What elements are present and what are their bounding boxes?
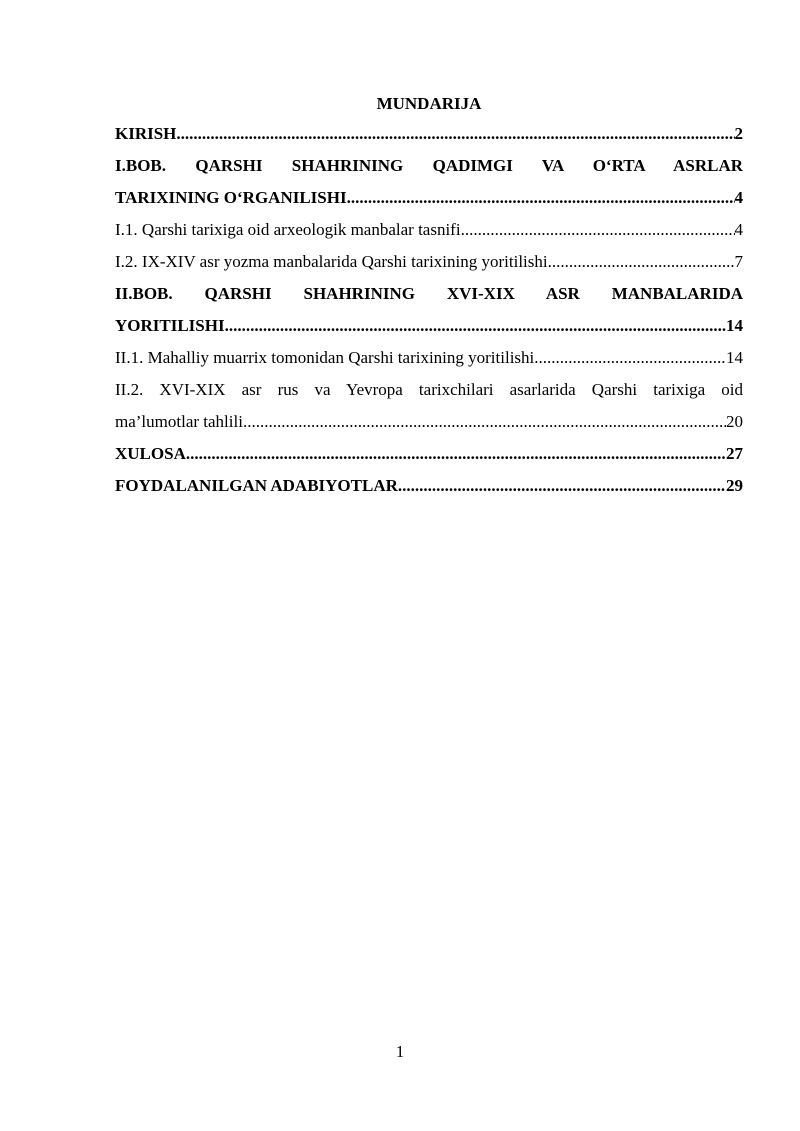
toc-entry-section-1-1 xyxy=(115,214,743,246)
toc-entry-section-1-2 xyxy=(115,246,743,278)
toc-entry-page: 29 xyxy=(726,476,743,495)
toc-entry-text: I.2. IX-XIV asr yozma manbalarida Qarshi tarixining yoritilishi xyxy=(115,252,548,271)
toc-entry-page: 27 xyxy=(726,444,743,463)
toc-entry-text: YORITILISHI xyxy=(115,316,225,335)
toc-entry-text: TARIXINING O‘RGANILISHI xyxy=(115,188,347,207)
toc-entry-bibliography xyxy=(115,470,743,502)
toc-title: MUNDARIJA xyxy=(376,94,482,113)
toc-leader-dots xyxy=(347,182,735,214)
toc-leader-dots xyxy=(243,406,726,438)
toc-entry-kirish xyxy=(115,118,743,150)
toc-entry-page: 14 xyxy=(726,316,743,335)
toc-entry-chapter2-line1: II.BOB. QARSHI SHAHRINING XVI-XIX ASR MANBALARIDA xyxy=(115,284,743,303)
toc-entry-page: 14 xyxy=(726,348,743,367)
toc-entry-page: 2 xyxy=(734,124,743,143)
page-number: 1 xyxy=(395,1042,405,1061)
toc-leader-dots xyxy=(548,246,735,278)
toc-entry-text: I.1. Qarshi tarixiga oid arxeologik manbalar tasnifi xyxy=(115,220,461,239)
toc-entry-section-2-2-line2 xyxy=(115,406,743,438)
toc-entry-chapter2-line2 xyxy=(115,310,743,342)
toc-entry-section-2-1 xyxy=(115,342,743,374)
toc-entry-chapter1-line2 xyxy=(115,182,743,214)
toc-leader-dots xyxy=(461,214,735,246)
toc-entry-section-2-2-line1: II.2. XVI-XIX asr rus va Yevropa tarixchilari asarlarida Qarshi tarixiga oid xyxy=(115,380,743,399)
toc-entry-text: FOYDALANILGAN ADABIYOTLAR xyxy=(115,476,398,495)
toc-leader-dots xyxy=(225,310,726,342)
toc-leader-dots xyxy=(534,342,726,374)
toc-entry-page: 4 xyxy=(734,188,743,207)
toc-entry-page: 7 xyxy=(734,252,743,271)
toc-entry-text: II.1. Mahalliy muarrix tomonidan Qarshi tarixining yoritilishi xyxy=(115,348,535,367)
toc-entry-page: 4 xyxy=(734,220,743,239)
toc-entry-page: 20 xyxy=(726,412,743,431)
toc-leader-dots xyxy=(176,118,734,150)
toc-entry-chapter1-line1: I.BOB. QARSHI SHAHRINING QADIMGI VA O‘RTA ASRLAR xyxy=(115,156,743,175)
table-of-contents xyxy=(115,92,743,502)
toc-leader-dots xyxy=(398,470,726,502)
toc-entry-text: ma’lumotlar tahlili xyxy=(115,412,243,431)
toc-entry-xulosa xyxy=(115,438,743,470)
toc-entry-text: KIRISH xyxy=(115,124,177,143)
toc-leader-dots xyxy=(186,438,726,470)
toc-entry-text: XULOSA xyxy=(115,444,186,463)
